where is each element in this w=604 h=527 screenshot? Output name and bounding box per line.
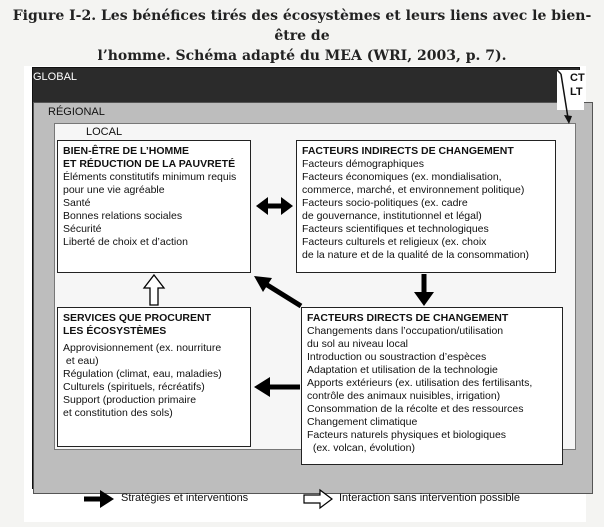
- direct-line: Changements dans l’occupation/utilisation: [307, 325, 504, 337]
- wellbeing-title-2: ET RÉDUCTION DE LA PAUVRETÉ: [63, 158, 236, 170]
- legend-solid-label: Stratégies et interventions: [121, 492, 249, 504]
- wellbeing-line: Santé: [63, 197, 91, 209]
- direct-title: FACTEURS DIRECTS DE CHANGEMENT: [307, 312, 509, 324]
- direct-line: du sol au niveau local: [307, 338, 408, 350]
- indirect-line: de la nature et de la qualité de la consommation): [302, 249, 530, 261]
- diagonal-arrow-icon: [254, 276, 301, 306]
- indirect-line: Facteurs économiques (ex. mondialisation,: [302, 171, 502, 183]
- direct-line: Apports extérieurs (ex. utilisation des fertilisants,: [307, 377, 533, 389]
- caption-line-2: l’homme. Schéma adapté du MEA (WRI, 2003, p. 7).: [97, 48, 507, 64]
- indirect-line: Facteurs socio-politiques (ex. cadre: [302, 197, 468, 209]
- indirect-line: de gouvernance, institutionnel et légal): [302, 210, 482, 222]
- ct-label: CT: [570, 72, 585, 84]
- direct-line: Adaptation et utilisation de la technologie: [307, 364, 498, 376]
- legend-solid-arrow-icon: [84, 490, 114, 508]
- lt-label: LT: [570, 86, 583, 98]
- wellbeing-line: Bonnes relations sociales: [63, 210, 183, 222]
- direct-line: Facteurs naturels physiques et biologiques: [307, 429, 507, 441]
- services-line: Approvisionnement (ex. nourriture: [63, 342, 222, 354]
- double-arrow-icon: [256, 197, 293, 215]
- arrows-layer: [24, 66, 586, 522]
- services-line: Régulation (climat, eau, maladies): [63, 368, 222, 380]
- indirect-title: FACTEURS INDIRECTS DE CHANGEMENT: [302, 145, 514, 157]
- indirect-line: commerce, marché, et environnement politique): [302, 184, 525, 196]
- wellbeing-title-1: BIEN-ÊTRE DE L’HOMME: [63, 145, 190, 157]
- wellbeing-line: Éléments constitutifs minimum requis: [63, 171, 237, 183]
- services-line: et constitution des sols): [63, 407, 173, 419]
- diagram-canvas: [24, 66, 586, 522]
- regional-label: RÉGIONAL: [48, 106, 105, 118]
- hollow-up-arrow-icon: [144, 275, 164, 305]
- direct-line: Changement climatique: [307, 416, 418, 428]
- local-label: LOCAL: [86, 126, 123, 138]
- indirect-line: Facteurs culturels et religieux (ex. choix: [302, 236, 487, 248]
- direct-line: (ex. volcan, évolution): [307, 442, 415, 454]
- services-line: et eau): [63, 355, 99, 367]
- global-label: GLOBAL: [33, 71, 78, 83]
- wellbeing-line: Liberté de choix et d’action: [63, 236, 188, 248]
- indirect-line: Facteurs scientifiques et technologiques: [302, 223, 489, 235]
- caption-line-1: Figure I-2. Les bénéfices tirés des écosystèmes et leurs liens avec le bien-être de: [12, 8, 592, 44]
- services-line: Culturels (spirituels, récréatifs): [63, 381, 205, 393]
- direct-line: Introduction ou soustraction d’espèces: [307, 351, 487, 363]
- legend-hollow-arrow-icon: [304, 490, 332, 508]
- time-scale-arrow: [557, 70, 572, 124]
- services-line: Support (production primaire: [63, 394, 197, 406]
- services-title-2: LES ÉCOSYSTÈMES: [63, 325, 167, 337]
- left-arrow-icon: [254, 377, 300, 397]
- direct-line: contrôle des animaux nuisibles, irrigation): [307, 390, 501, 402]
- direct-line: Consommation de la récolte et des ressources: [307, 403, 524, 415]
- figure-caption: [10, 6, 594, 66]
- wellbeing-line: pour une vie agréable: [63, 184, 165, 196]
- down-arrow-icon: [414, 274, 434, 306]
- services-title-1: SERVICES QUE PROCURENT: [63, 312, 211, 324]
- wellbeing-line: Sécurité: [63, 223, 102, 235]
- indirect-line: Facteurs démographiques: [302, 158, 424, 170]
- legend-hollow-label: Interaction sans intervention possible: [339, 492, 520, 504]
